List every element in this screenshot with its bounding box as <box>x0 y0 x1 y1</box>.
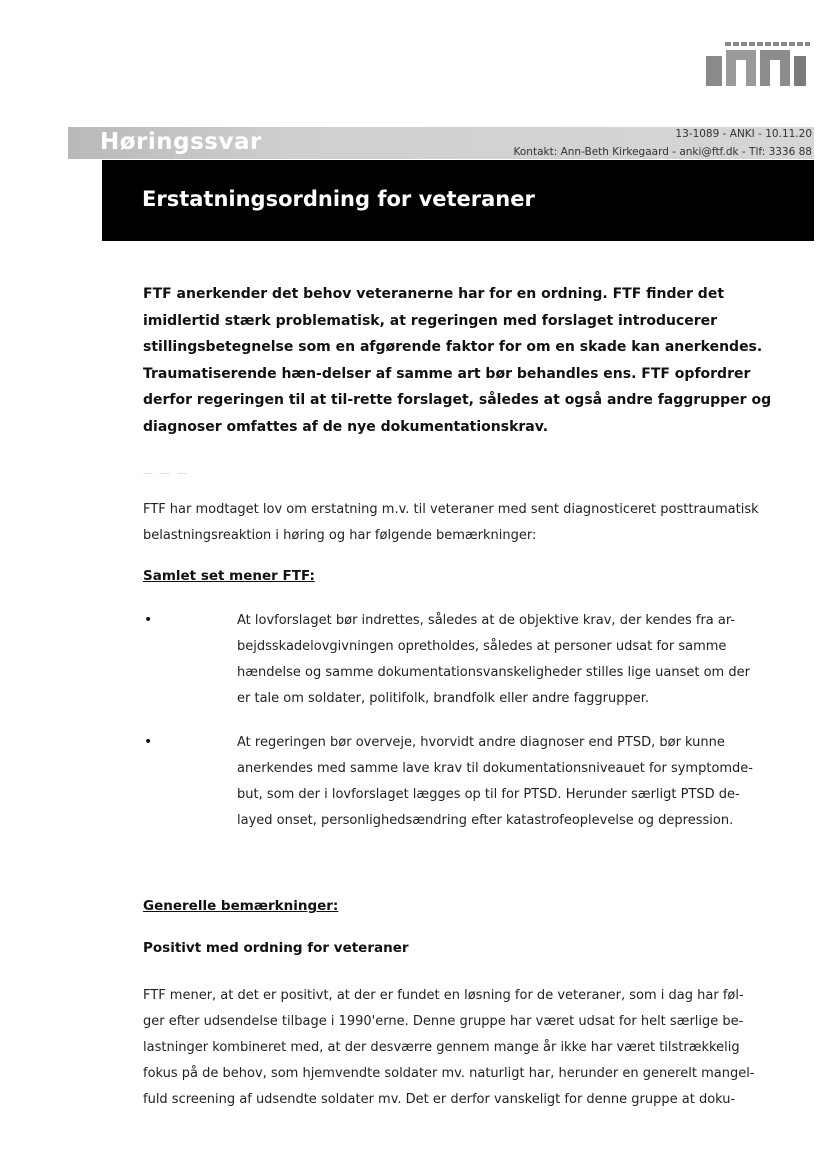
bullet-item: At lovforslaget bør indrettes, således at de objektive krav, der kendes fra ar-bejdsskadelovgivningen opretholdes, således at personer udsat for samme hændelse og samme dokumentationsvanskeligheder stilles lige uanset om der er tale om soldater, politifolk, brandfolk eller andre faggrupper. <box>237 613 750 706</box>
contact-line: Kontakt: Ann-Beth Kirkegaard - anki@ftf.dk - Tlf: 3336 88 <box>513 146 812 158</box>
bullet-marker: • <box>144 734 153 750</box>
positive-heading: Positivt med ordning for veteraner <box>143 940 409 956</box>
samlet-heading: Samlet set mener FTF: <box>143 568 315 584</box>
separator: — — — <box>143 468 190 479</box>
document-reference: 13-1089 - ANKI - 10.11.20 <box>675 128 812 140</box>
intro-paragraph: FTF har modtaget lov om erstatning m.v. til veteraner med sent diagnosticeret posttraumatisk belastningsreaktion i høring og har følgende bemærkninger: <box>143 502 759 543</box>
document-title: Erstatningsordning for veteraner <box>142 187 535 211</box>
section-label: Høringssvar <box>100 129 262 155</box>
general-heading: Generelle bemærkninger: <box>143 898 339 914</box>
ftf-logo <box>706 50 806 86</box>
logo-caption <box>725 42 810 46</box>
bullet-marker: • <box>144 612 153 628</box>
summary-paragraph: FTF anerkender det behov veteranerne har for en ordning. FTF finder det imidlertid stærk problematisk, at regeringen med forslaget introducerer stillingsbetegnelse som en afgørende faktor for om en skade kan anerkendes. Traumatiserende hæn-delser af samme art bør behandles ens. FTF opfordrer derfor regeringen til at til-rette forslaget, således at også andre faggrupper og diagnoser omfattes af de nye dokumentationskrav. <box>143 286 772 435</box>
body-paragraph: FTF mener, at det er positivt, at der er fundet en løsning for de veteraner, som i dag har føl-ger efter udsendelse tilbage i 1990'erne. Denne gruppe har været udsat for helt særlige be-lastninger kombineret med, at der desværre gennem mange år ikke har været tilstrækkelig fokus på de behov, som hjemvendte soldater mv. naturligt har, herunder en generelt mangel-fuld screening af udsendte soldater mv. Det er derfor vanskeligt for denne gruppe at doku- <box>143 988 755 1107</box>
bullet-item: At regeringen bør overveje, hvorvidt andre diagnoser end PTSD, bør kunne anerkendes med samme lave krav til dokumentationsniveauet for symptomde-but, som der i lovforslaget lægges op til for PTSD. Herunder særligt PTSD de-layed onset, personlighedsændring efter katastrofeoplevelse og depression. <box>237 735 754 828</box>
